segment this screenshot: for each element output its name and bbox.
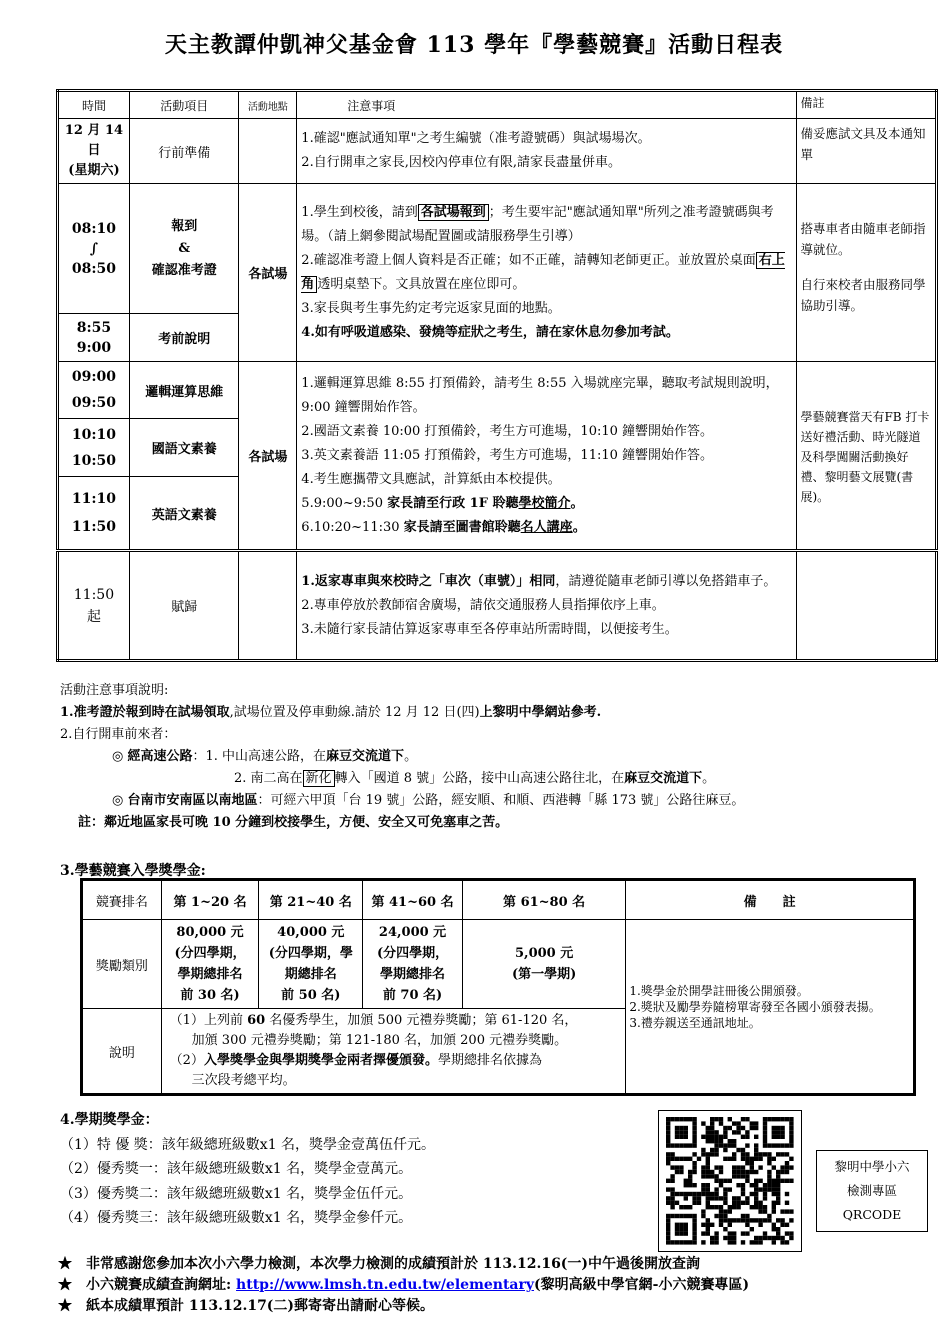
page-title	[0, 28, 948, 59]
exam-note-6a: 6.10:20~11:30	[301, 519, 404, 535]
checkin-remark-1: 搭專車者由隨車老師指導就位。	[800, 221, 926, 257]
notes-line-5a: ◎	[112, 793, 128, 808]
title-suffix: 活動日程表	[668, 32, 784, 58]
english-time-end: 11:50	[71, 519, 117, 535]
results-link[interactable]: http://www.lmsh.tn.edu.tw/elementary	[236, 1277, 535, 1293]
award-heading: 3.學藝競賽入學獎學金:	[60, 863, 206, 879]
return-note-2: 2.專車停放於教師宿舍廣場，請依交通服務人員指揮依序上車。	[301, 597, 665, 613]
schedule-row-checkin	[58, 184, 937, 314]
notes-heading: 活動注意事項說明:	[60, 683, 169, 698]
qr-code[interactable]	[658, 1110, 802, 1252]
award-table	[80, 878, 916, 1096]
award-desc-2: 加頒 300 元禮券獎勵；第 121-180 名，加頒 200 元禮券獎勵。	[191, 1033, 568, 1048]
title-emphasis: 『學藝競賽』	[530, 32, 669, 58]
header-remarks: 備註	[797, 91, 937, 119]
award-header-4: 第 61~80 名	[462, 880, 625, 920]
return-time-from: 起	[86, 608, 101, 625]
notes-line-4-boxed: 新化	[303, 770, 335, 787]
award-tier-1	[161, 920, 259, 1009]
award-tier-3-amount: 24,000 元	[378, 925, 447, 940]
checkin-note-2a: 2.確認准考證上個人資料是否正確；如不正確，請轉知老師更正。並放置於桌面	[301, 252, 756, 268]
qr-label-2: 檢測專區	[846, 1183, 897, 1198]
notes-line-5b: 台南市安南區以南地區	[127, 793, 258, 808]
notes-line-4d: 麻豆交流道下	[624, 771, 703, 786]
checkin-note-1c: ；考生要牢記"應試通知單"所列之准考證號碼與考場。（請上網參閱試場配置圖或請服務學生引導）	[301, 204, 774, 244]
return-note-3: 3.未隨行家長請估算返家專車至各停車站所需時間，以便接考生。	[301, 621, 678, 637]
award-tier-2-b: (分四學期，學	[268, 946, 353, 961]
award-tier-4	[462, 920, 625, 1009]
schedule-header-row	[58, 91, 937, 119]
return-activity: 賦歸	[129, 551, 239, 661]
schedule-row-logic	[58, 362, 937, 419]
award-tier-3-d: 前 70 名)	[382, 988, 443, 1003]
semester-item: （4）優秀獎三：該年級總班級數x1 名，獎學金參仟元。	[60, 1210, 413, 1226]
notes-line-3	[60, 746, 930, 768]
logic-activity: 邏輯運算思維	[129, 362, 239, 419]
semester-item: （1）特 優 獎：該年級總班級數x1 名，獎學金壹萬伍仟元。	[60, 1136, 436, 1153]
notes-line-3c: ：1. 中山高速公路，在	[192, 749, 327, 764]
prep-date	[58, 119, 130, 184]
notes-line-1	[60, 702, 930, 724]
award-header-1: 第 1~20 名	[161, 880, 259, 920]
footer-notice-3: ★ 紙本成績單預計 113.12.17(二)郵寄寄出請耐心等候。	[58, 1298, 435, 1314]
checkin-note-1a: 1.學生到校後，請到	[301, 204, 418, 220]
award-header-3: 第 41~60 名	[363, 880, 463, 920]
prep-date-day: 12 月 14 日	[64, 123, 124, 158]
checkin-notes	[297, 184, 797, 362]
exam-remark: 學藝競賽當天有FB 打卡送好禮活動、時光隧道及科學闖關活動換好禮、黎明藝文展覽(書展)。	[797, 362, 937, 551]
award-desc-1	[170, 1011, 623, 1031]
chinese-time-start: 10:10	[71, 426, 117, 443]
notes-line-3a: ◎	[112, 749, 128, 764]
semester-item: （3）優秀獎二：該年級總班級數x1 名，獎學金伍仟元。	[60, 1185, 413, 1202]
briefing-time	[58, 314, 130, 362]
checkin-time-start: 08:10	[71, 220, 117, 237]
checkin-remark	[797, 184, 937, 362]
exam-note-4: 4.考生應攜帶文具應試，計算紙由本校提供。	[301, 471, 561, 487]
award-desc-3c: 學期總排名依據為	[437, 1053, 542, 1068]
briefing-time-end: 9:00	[76, 339, 112, 356]
qr-label-3: QRCODE	[842, 1207, 902, 1222]
footer-notice-2a: ★ 小六競賽成績查詢網址:	[58, 1277, 237, 1293]
exam-note-5a: 5.9:00~9:50	[301, 495, 388, 511]
checkin-place: 各試場	[239, 184, 297, 362]
award-tier-2	[259, 920, 363, 1009]
header-time: 時間	[58, 91, 130, 119]
prep-place	[239, 119, 297, 184]
exam-note-5	[301, 492, 793, 516]
semester-heading: 4.學期獎學金：	[60, 1112, 159, 1128]
checkin-note-2c: 透明桌墊下。文具放置在座位即可。	[317, 276, 526, 292]
exam-note-3: 3.英文素養語 11:05 打預備鈴，考生方可進場，11:10 鐘響開始作答。	[301, 447, 714, 463]
notes-line-5c: ：可經六甲頂「台 19 號」公路，經安順、和順、西港轉「縣 173 號」公路往麻豆。	[257, 793, 745, 808]
award-tier-4-amount: 5,000 元	[515, 946, 574, 961]
notes-line-1a: 1.准考證於報到時在試場領取	[60, 705, 230, 720]
notes-line-4e: 。	[702, 771, 716, 786]
exam-note-6d: 。	[572, 519, 586, 535]
logic-time-start: 09:00	[71, 369, 117, 385]
title-prefix: 天主教譚仲凱神父基金會 113 學年	[164, 32, 531, 58]
checkin-time-sep: ∫	[89, 240, 98, 257]
award-desc-3a: （2）	[169, 1053, 204, 1068]
prep-activity: 行前準備	[129, 119, 239, 184]
return-time	[58, 551, 130, 661]
award-remarks	[626, 920, 915, 1095]
exam-note-5b: 家長請至行政 1F 聆聽	[387, 495, 519, 511]
prep-note-2: 2.自行開車之家長,因校內停車位有限,請家長盡量併車。	[301, 155, 621, 170]
notes-line-3b: 經高速公路	[127, 749, 193, 764]
exam-note-1: 1.邏輯運算思維 8:55 打預備鈴，請考生 8:55 入場就座完畢，聽取考試規則說明，9:00 鐘響開始作答。	[301, 375, 779, 415]
chinese-activity: 國語文素養	[129, 419, 239, 477]
logic-time	[58, 362, 130, 419]
exam-note-6b: 家長請至圖書館聆聽	[403, 519, 521, 535]
award-remark-2: 2.獎狀及勵學券隨榜單寄發至各國小頒發表揚。	[629, 999, 881, 1014]
exam-notes	[297, 362, 797, 551]
award-desc-1b: 60	[247, 1013, 266, 1028]
prep-note-1: 1.確認"應試通知單"之考生編號（准考證號碼）與試場場次。	[301, 131, 651, 146]
exam-note-5d: 。	[570, 495, 584, 511]
award-tier-1-d: 前 30 名)	[180, 988, 240, 1003]
exam-note-2: 2.國語文素養 10:00 打預備鈴，考生方可進場，10:10 鐘響開始作答。	[301, 423, 714, 439]
semester-scholarship	[60, 1108, 435, 1231]
award-header-row	[82, 880, 915, 920]
schedule-table	[56, 89, 938, 662]
semester-item: （2）優秀獎一：該年級總班級數x1 名，獎學金壹萬元。	[60, 1161, 413, 1177]
checkin-activity-3: 確認准考證	[151, 262, 217, 278]
footer-notice-2	[58, 1275, 749, 1296]
award-tier-1-amount: 80,000 元	[176, 925, 244, 940]
checkin-activity	[129, 184, 239, 314]
award-tier-2-amount: 40,000 元	[277, 925, 345, 940]
checkin-note-3: 3.家長與考生事先約定考完返家見面的地點。	[301, 300, 561, 316]
qr-label-1: 黎明中學小六	[834, 1159, 910, 1174]
award-remark-1: 1.獎學金於開學註冊後公開頒發。	[629, 983, 809, 998]
prep-date-weekday: (星期六)	[68, 163, 120, 178]
notes-line-1c: 上黎明中學網站參考.	[479, 705, 602, 720]
notes-line-5	[60, 790, 930, 812]
award-tier-2-d: 前 50 名)	[281, 988, 341, 1003]
checkin-activity-2: &	[178, 240, 191, 256]
exam-note-6	[301, 516, 793, 540]
return-notes	[297, 551, 797, 661]
schedule-row-prepare	[58, 119, 937, 184]
logic-time-end: 09:50	[71, 395, 117, 411]
award-header-remarks: 備 註	[626, 880, 915, 920]
checkin-remark-2: 自行來校者由服務同學協助引導。	[800, 277, 926, 313]
checkin-activity-1: 報到	[171, 218, 198, 234]
award-header-rank: 競賽排名	[82, 880, 162, 920]
checkin-note-1	[301, 201, 793, 249]
award-remark-3: 3.禮券親送至通訊地址。	[629, 1015, 761, 1030]
return-note-1b: ，請遵從隨車老師引導以免搭錯車子。	[555, 573, 777, 589]
award-desc-4: 三次段考總平均。	[191, 1073, 296, 1088]
award-desc-3	[170, 1051, 623, 1071]
english-time	[58, 477, 130, 551]
award-tier-3-c: 學期總排名	[380, 967, 446, 982]
award-header-2: 第 21~40 名	[259, 880, 363, 920]
prep-notes	[297, 119, 797, 184]
award-tier-3-b: (分四學期，	[376, 946, 449, 961]
briefing-time-start: 8:55	[76, 319, 112, 336]
notes-line-4c: 轉入「國道 8 號」公路，接中山高速公路往北，在	[334, 771, 625, 786]
award-desc-label: 說明	[82, 1009, 162, 1095]
checkin-note-2-boxed: 右上角	[301, 252, 785, 292]
qr-code-icon	[659, 1111, 801, 1251]
qr-label	[816, 1150, 928, 1232]
footer-notice-2b: (黎明高級中學官網-小六競賽專區)	[534, 1277, 750, 1293]
briefing-activity: 考前說明	[129, 314, 239, 362]
activity-notes	[60, 680, 930, 834]
checkin-note-4: 4.如有呼吸道感染、發燒等症狀之考生，請在家休息勿參加考試。	[301, 324, 679, 340]
award-tier-1-c: 學期總排名	[177, 967, 243, 982]
notes-line-3e: 。	[404, 749, 418, 764]
checkin-time	[58, 184, 130, 314]
award-type-label: 獎勵類別	[82, 920, 162, 1009]
notes-line-2: 2.自行開車前來者：	[60, 727, 177, 742]
header-notes-label: 注意事項	[347, 98, 396, 113]
return-remark	[797, 551, 937, 661]
award-desc-3b: 入學獎學金與學期獎學金兩者擇優頒發。	[203, 1053, 438, 1068]
notes-line-4	[60, 768, 930, 790]
return-time-start: 11:50	[73, 586, 115, 603]
english-activity: 英語文素養	[129, 477, 239, 551]
exam-note-5c: 學校簡介	[518, 495, 571, 511]
award-tier-2-c: 期總排名	[284, 967, 337, 982]
return-note-1	[301, 570, 793, 594]
award-desc	[161, 1009, 626, 1095]
schedule-row-return	[58, 551, 937, 661]
checkin-time-end: 08:50	[71, 260, 117, 277]
notes-line-6: 註：鄰近地區家長可晚 10 分鐘到校接學生，方便、安全又可免塞車之苦。	[78, 815, 509, 830]
award-tier-3	[363, 920, 463, 1009]
award-type-row	[82, 920, 915, 1009]
award-tier-1-b: (分四學期，	[174, 946, 246, 961]
checkin-note-2	[301, 249, 793, 297]
header-place: 活動地點	[239, 91, 297, 119]
english-time-start: 11:10	[71, 491, 117, 507]
exam-note-6c: 名人講座	[520, 519, 573, 535]
footer-notice-1: ★ 非常感謝您參加本次小六學力檢測，本次學力檢測的成績預計於 113.12.16(一)中午過後開放查詢	[58, 1256, 701, 1272]
notes-line-4a: 2. 南二高在	[234, 771, 303, 786]
chinese-time-end: 10:50	[71, 452, 117, 469]
header-notes	[297, 91, 797, 119]
award-tier-4-b: (第一學期)	[511, 967, 577, 982]
return-place	[239, 551, 297, 661]
exam-place: 各試場	[239, 362, 297, 551]
prep-remark: 備妥應試文具及本通知單	[797, 119, 937, 184]
header-activity: 活動項目	[129, 91, 239, 119]
checkin-note-1-boxed: 各試場報到	[418, 204, 489, 221]
footer-notices	[58, 1254, 749, 1317]
award-desc-1c: 名優秀學生，加頒 500 元禮券獎勵；第 61-120 名，	[265, 1013, 578, 1028]
notes-line-1b: ,試場位置及停車動線.請於 12 月 12 日(四)	[229, 705, 480, 720]
award-desc-1a: （1）上列前	[169, 1013, 248, 1028]
notes-line-3d: 麻豆交流道下	[326, 749, 405, 764]
return-note-1a: 1.返家專車與來校時之「車次（車號）」相同	[301, 573, 556, 589]
chinese-time	[58, 419, 130, 477]
